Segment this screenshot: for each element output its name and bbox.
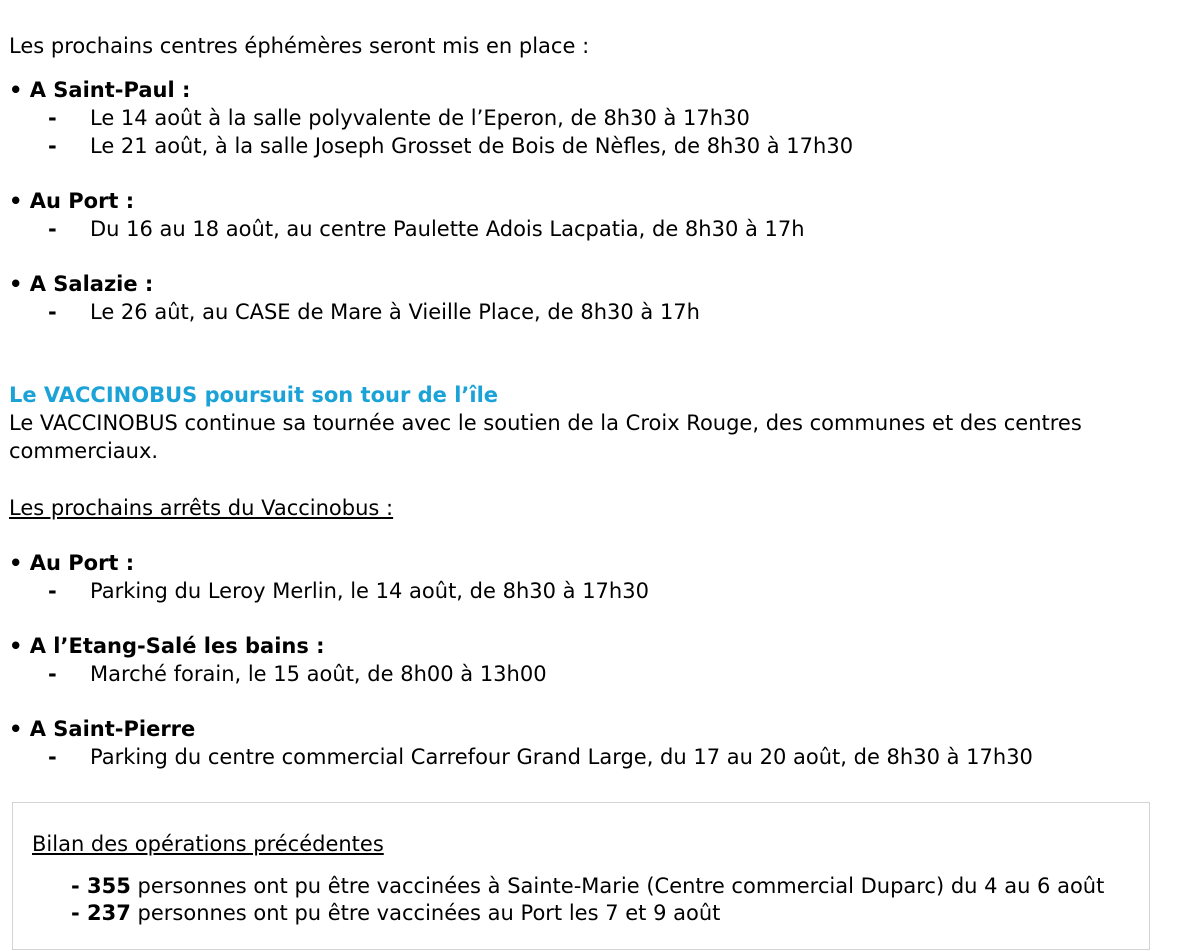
intro-text: Les prochains centres éphémères seront mis en place :: [9, 34, 590, 58]
dash-bullet: -: [48, 579, 57, 603]
dash-bullet: -: [48, 134, 57, 158]
list-item-text: Le 21 août, à la salle Joseph Grosset de Bois de Nèfles, de 8h30 à 17h30: [90, 134, 854, 158]
bilan-row: [71, 899, 720, 927]
bilan-title: Bilan des opérations précédentes: [32, 832, 384, 856]
dash-bullet: -: [48, 217, 57, 241]
list-item-text: Parking du Leroy Merlin, le 14 août, de 8h30 à 17h30: [90, 579, 649, 603]
bilan-count: - 237: [71, 901, 131, 925]
centre-saint-paul-heading: • A Saint-Paul :: [9, 78, 191, 102]
stop-etang-sale-heading: • A l’Etang-Salé les bains :: [9, 634, 325, 658]
list-item-text: Le 26 aût, au CASE de Mare à Vieille Place, de 8h30 à 17h: [90, 300, 700, 324]
bilan-row-text: personnes ont pu être vaccinées au Port les 7 et 9 août: [130, 901, 721, 925]
dash-bullet: -: [48, 300, 57, 324]
dash-bullet: -: [48, 745, 57, 769]
bilan-row: [71, 872, 1104, 900]
bilan-row-text: personnes ont pu être vaccinées à Sainte-Marie (Centre commercial Duparc) du 4 au 6 août: [130, 874, 1105, 898]
list-item-text: Du 16 au 18 août, au centre Paulette Adois Lacpatia, de 8h30 à 17h: [90, 217, 805, 241]
dash-bullet: -: [48, 106, 57, 130]
vaccinobus-text: Le VACCINOBUS continue sa tournée avec le soutien de la Croix Rouge, des communes et des centres commerciaux.: [9, 411, 1082, 463]
list-item-text: Marché forain, le 15 août, de 8h00 à 13h00: [90, 662, 547, 686]
vaccinobus-heading: Le VACCINOBUS poursuit son tour de l’île: [9, 383, 499, 407]
bilan-box: [12, 802, 1150, 950]
stop-port-heading: • Au Port :: [9, 551, 135, 575]
centre-port-heading: • Au Port :: [9, 189, 135, 213]
dash-bullet: -: [48, 662, 57, 686]
bilan-count: - 355: [71, 874, 131, 898]
centre-salazie-heading: • A Salazie :: [9, 272, 154, 296]
list-item-text: Parking du centre commercial Carrefour Grand Large, du 17 au 20 août, de 8h30 à 17h30: [90, 745, 1033, 769]
list-item-text: Le 14 août à la salle polyvalente de l’Eperon, de 8h30 à 17h30: [90, 106, 750, 130]
stop-saint-pierre-heading: • A Saint-Pierre: [9, 717, 196, 741]
vaccinobus-stops-title: Les prochains arrêts du Vaccinobus :: [9, 496, 394, 520]
